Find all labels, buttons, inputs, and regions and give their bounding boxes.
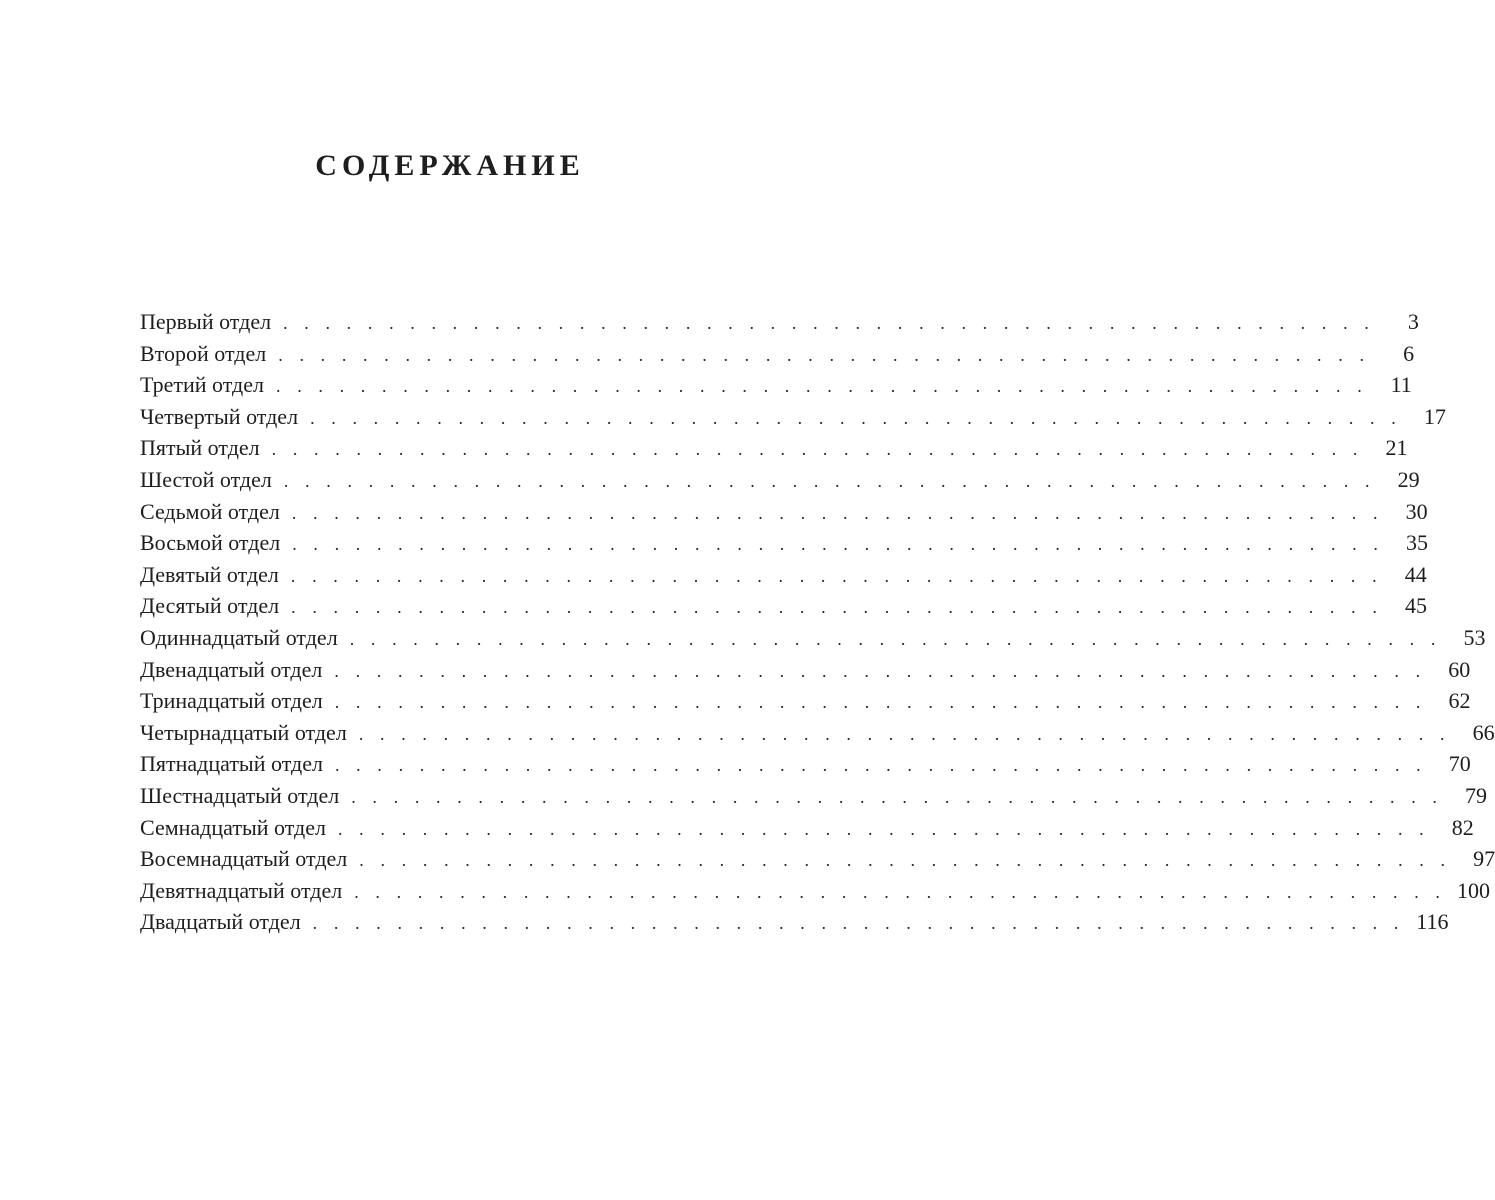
toc-entry-label: Шестой отдел bbox=[140, 466, 272, 492]
toc-page-number: 60 bbox=[1448, 656, 1471, 682]
toc-entry[interactable] bbox=[140, 780, 1488, 812]
toc-dot-leader: . . . . . . . . . . . . . . . . . . . . . . . . . . . . . . . . . . . . . . . . . . . . . . . . . . . . bbox=[312, 913, 1405, 934]
toc-entry-label: Шестнадцатый отдел bbox=[140, 782, 340, 808]
toc-entry[interactable] bbox=[140, 717, 1495, 749]
toc-dot-leader: . . . . . . . . . . . . . . . . . . . . . . . . . . . . . . . . . . . . . . . . . . . . . . . . . . . . bbox=[310, 407, 1402, 428]
toc-entry[interactable] bbox=[140, 496, 1428, 528]
toc-entry-label: Двенадцатый отдел bbox=[140, 656, 323, 682]
toc-entry[interactable] bbox=[140, 369, 1412, 401]
toc-entry-label: Девятый отдел bbox=[140, 561, 279, 587]
page-title: СОДЕРЖАНИЕ bbox=[315, 149, 585, 182]
toc-entry-label: Пятый отдел bbox=[140, 435, 260, 461]
toc-entry[interactable] bbox=[140, 906, 1449, 938]
toc-page-number: 100 bbox=[1457, 877, 1491, 903]
toc-page-number: 79 bbox=[1465, 782, 1488, 808]
toc-dot-leader: . . . . . . . . . . . . . . . . . . . . . . . . . . . . . . . . . . . . . . . . . . . . . . . . . . . . bbox=[276, 376, 1368, 397]
toc-page-number: 82 bbox=[1451, 814, 1474, 840]
toc-entry[interactable] bbox=[140, 401, 1446, 433]
toc-entry-label: Восьмой отдел bbox=[140, 530, 281, 556]
toc-dot-leader: . . . . . . . . . . . . . . . . . . . . . . . . . . . . . . . . . . . . . . . . . . . . . . . . . . . . bbox=[349, 628, 1442, 649]
toc-entry[interactable] bbox=[140, 622, 1486, 654]
toc-entry-label: Одиннадцатый отдел bbox=[140, 624, 338, 650]
toc-page-number: 3 bbox=[1407, 309, 1419, 334]
toc-entry-label: Третий отдел bbox=[140, 372, 264, 398]
toc-entry-label: Второй отдел bbox=[140, 340, 267, 366]
toc-dot-leader: . . . . . . . . . . . . . . . . . . . . . . . . . . . . . . . . . . . . . . . . . . . . . . . . . . . . bbox=[358, 723, 1451, 744]
toc-entry[interactable] bbox=[140, 812, 1474, 844]
toc-dot-leader: . . . . . . . . . . . . . . . . . . . . . . . . . . . . . . . . . . . . . . . . . . . . . . . . . . . . bbox=[354, 881, 1447, 902]
toc-entry[interactable] bbox=[140, 306, 1419, 338]
toc-page-number: 66 bbox=[1472, 719, 1495, 745]
toc-entry[interactable] bbox=[140, 432, 1408, 464]
toc-entry-label: Девятнадцатый отдел bbox=[140, 877, 343, 903]
toc-entry[interactable] bbox=[140, 338, 1415, 370]
toc-page-number: 17 bbox=[1423, 403, 1446, 429]
toc-page-number: 45 bbox=[1404, 593, 1427, 619]
toc-dot-leader: . . . . . . . . . . . . . . . . . . . . . . . . . . . . . . . . . . . . . . . . . . . . . . . . . . . . bbox=[337, 818, 1430, 839]
toc-entry[interactable] bbox=[140, 748, 1471, 780]
toc-entry-label: Четвертый отдел bbox=[140, 403, 299, 429]
toc-entry[interactable] bbox=[140, 527, 1428, 559]
toc-entry-label: Седьмой отдел bbox=[140, 498, 280, 524]
toc-page-number: 44 bbox=[1404, 561, 1427, 587]
toc-dot-leader: . . . . . . . . . . . . . . . . . . . . . . . . . . . . . . . . . . . . . . . . . . . . . . . . . . . . bbox=[292, 534, 1384, 555]
toc-page-number: 35 bbox=[1406, 530, 1428, 556]
toc-entry-label: Первый отдел bbox=[140, 309, 272, 334]
toc-entry-label: Десятый отдел bbox=[140, 593, 280, 619]
toc-dot-leader: . . . . . . . . . . . . . . . . . . . . . . . . . . . . . . . . . . . . . . . . . . . . . . . . . . . . bbox=[351, 786, 1444, 807]
toc-dot-leader: . . . . . . . . . . . . . . . . . . . . . . . . . . . . . . . . . . . . . . . . . . . . . . . . . . . . bbox=[334, 755, 1427, 776]
toc-entry[interactable] bbox=[140, 654, 1471, 686]
toc-page-number: 53 bbox=[1463, 624, 1486, 650]
toc-entry-label: Четырнадцатый отдел bbox=[140, 719, 347, 745]
toc-dot-leader: . . . . . . . . . . . . . . . . . . . . . . . . . . . . . . . . . . . . . . . . . . . . . . . . . . . . bbox=[334, 660, 1427, 681]
toc-dot-leader: . . . . . . . . . . . . . . . . . . . . . . . . . . . . . . . . . . . . . . . . . . . . . . . . . . . . bbox=[278, 344, 1371, 365]
toc-dot-leader: . . . . . . . . . . . . . . . . . . . . . . . . . . . . . . . . . . . . . . . . . . . . . . . . . . . . bbox=[291, 502, 1384, 523]
toc-dot-leader: . . . . . . . . . . . . . . . . . . . . . . . . . . . . . . . . . . . . . . . . . . . . . . . . . . . . bbox=[283, 470, 1376, 491]
toc-page-number: 21 bbox=[1385, 435, 1408, 461]
toc-dot-leader: . . . . . . . . . . . . . . . . . . . . . . . . . . . . . . . . . . . . . . . . . . . . . . . . . . . . bbox=[291, 597, 1383, 618]
toc-entry[interactable] bbox=[140, 559, 1427, 591]
toc-entry-label: Двадцатый отдел bbox=[140, 909, 301, 935]
toc-entry-label: Тринадцатый отдел bbox=[140, 688, 323, 714]
toc-dot-leader: . . . . . . . . . . . . . . . . . . . . . . . . . . . . . . . . . . . . . . . . . . . . . . . . . . . . bbox=[271, 439, 1364, 460]
toc-dot-leader: . . . . . . . . . . . . . . . . . . . . . . . . . . . . . . . . . . . . . . . . . . . . . . . . . . . . bbox=[359, 850, 1452, 871]
table-of-contents bbox=[140, 306, 1495, 938]
toc-page-number: 116 bbox=[1416, 909, 1449, 935]
toc-page-number: 62 bbox=[1448, 688, 1471, 714]
toc-entry[interactable] bbox=[140, 590, 1427, 622]
toc-dot-leader: . . . . . . . . . . . . . . . . . . . . . . . . . . . . . . . . . . . . . . . . . . . . . . . . . . . . bbox=[334, 692, 1427, 713]
toc-entry[interactable] bbox=[140, 464, 1420, 496]
toc-entry[interactable] bbox=[140, 875, 1491, 907]
toc-page-number: 70 bbox=[1448, 751, 1471, 777]
toc-page-number: 30 bbox=[1405, 498, 1428, 524]
toc-page-number: 11 bbox=[1390, 372, 1412, 398]
toc-page-number: 97 bbox=[1473, 846, 1495, 872]
toc-entry[interactable] bbox=[140, 843, 1495, 875]
toc-dot-leader: . . . . . . . . . . . . . . . . . . . . . . . . . . . . . . . . . . . . . . . . . . . . . . . . . . . . bbox=[283, 313, 1375, 333]
toc-dot-leader: . . . . . . . . . . . . . . . . . . . . . . . . . . . . . . . . . . . . . . . . . . . . . . . . . . . . bbox=[290, 565, 1383, 586]
toc-entry-label: Семнадцатый отдел bbox=[140, 814, 326, 840]
toc-page-number: 6 bbox=[1403, 340, 1415, 366]
toc-entry[interactable] bbox=[140, 685, 1471, 717]
toc-entry-label: Восемнадцатый отдел bbox=[140, 846, 348, 872]
toc-entry-label: Пятнадцатый отдел bbox=[140, 751, 323, 777]
toc-page-number: 29 bbox=[1397, 466, 1420, 492]
